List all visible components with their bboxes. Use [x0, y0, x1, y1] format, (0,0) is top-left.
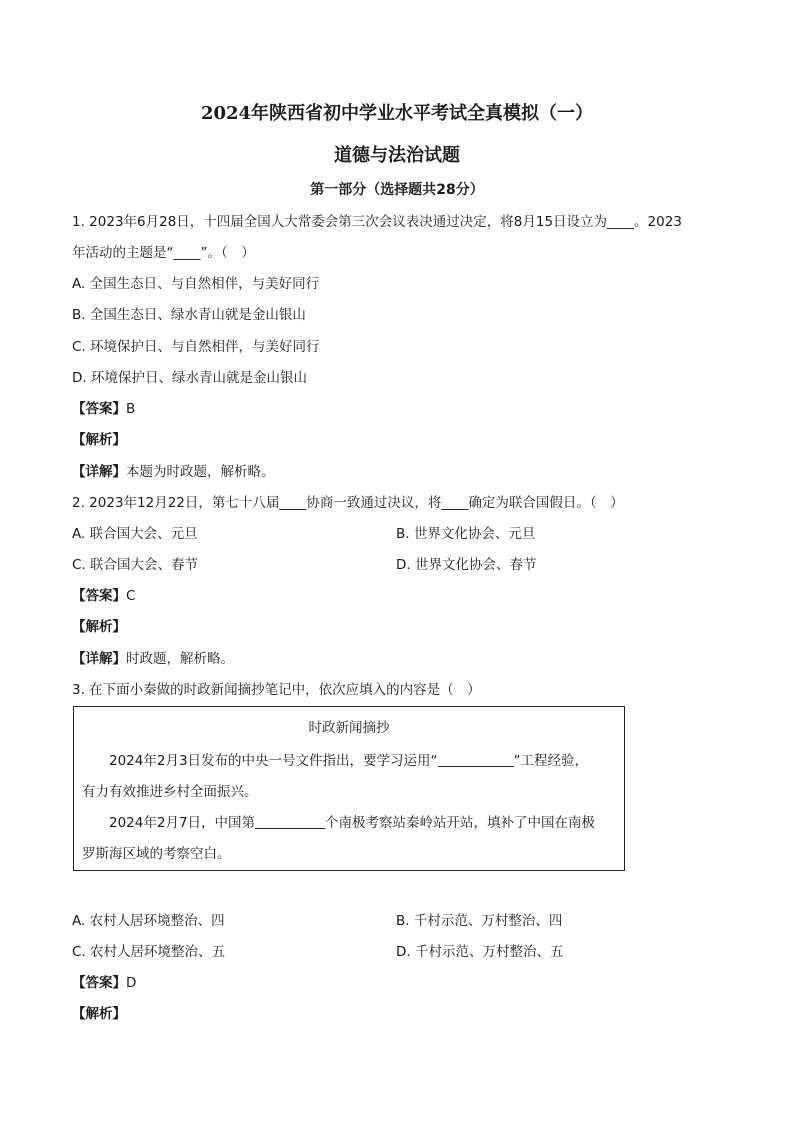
news-excerpt-title: 时政新闻摘抄: [308, 720, 390, 736]
q3-option-d: D. 千村示范、万村整治、五: [396, 944, 564, 960]
q1-answer: [72, 398, 135, 420]
detail-label: 【详解】: [72, 651, 126, 667]
q1-option-d: D. 环境保护日、绿水青山就是金山银山: [72, 370, 307, 386]
q3-stem: 3. 在下面小秦做的时政新闻摘抄笔记中，依次应填入的内容是（ ）: [72, 682, 481, 698]
analysis-label: 【解析】: [72, 619, 126, 635]
detail-text: 本题为时政题，解析略。: [126, 464, 275, 480]
answer-label: 【答案】: [72, 588, 126, 604]
q3-option-a: A. 农村人居环境整治、四: [72, 913, 225, 929]
exam-title: 2024年陕西省初中学业水平考试全真模拟（一）: [200, 103, 594, 124]
news-paragraph-1-line2: 有力有效推进乡村全面振兴。: [82, 784, 258, 800]
q2-analysis: [72, 616, 126, 638]
q2-option-c: C. 联合国大会、春节: [72, 557, 199, 573]
q3-option-b: B. 千村示范、万村整治、四: [396, 913, 563, 929]
q2-option-d: D. 世界文化协会、春节: [396, 557, 537, 573]
q2-option-a: A. 联合国大会、元旦: [72, 526, 198, 542]
fill-blank-1: [438, 752, 514, 767]
q1-option-b: B. 全国生态日、绿水青山就是金山银山: [72, 307, 306, 323]
answer-value: D: [126, 975, 137, 991]
detail-text: 时政题，解析略。: [126, 651, 234, 667]
q3-option-c: C. 农村人居环境整治、五: [72, 944, 226, 960]
answer-label: 【答案】: [72, 401, 126, 417]
section-heading: 第一部分（选择题共28分）: [310, 182, 484, 198]
q3-analysis: [72, 1003, 126, 1025]
news-excerpt-box: [73, 706, 625, 871]
q2-option-b: B. 世界文化协会、元旦: [396, 526, 536, 542]
q1-detail: [72, 461, 275, 483]
q1-stem-line2: 年活动的主题是“____”。（ ）: [72, 245, 255, 261]
answer-value: B: [126, 401, 136, 417]
q2-answer: [72, 585, 135, 607]
exam-subtitle: 道德与法治试题: [334, 145, 460, 166]
analysis-label: 【解析】: [72, 1006, 126, 1022]
q1-analysis: [72, 429, 126, 451]
q1-stem-line1: 1. 2023年6月28日，十四届全国人大常委会第三次会议表决通过决定，将8月15日设立为____。2023: [72, 214, 682, 230]
q2-stem: 2. 2023年12月22日，第七十八届____协商一致通过决议，将____确定为联合国假日。（ ）: [72, 495, 624, 511]
analysis-label: 【解析】: [72, 432, 126, 448]
news-paragraph-2-line2: 罗斯海区域的考察空白。: [82, 846, 231, 862]
news-paragraph-1-line1: 2024年2月3日发布的中央一号文件指出，要学习运用“ ”工程经验，: [109, 753, 589, 769]
q2-detail: [72, 648, 234, 670]
answer-value: C: [126, 588, 136, 604]
answer-label: 【答案】: [72, 975, 126, 991]
fill-blank-2: [255, 814, 325, 829]
detail-label: 【详解】: [72, 464, 126, 480]
q1-option-a: A. 全国生态日、与自然相伴，与美好同行: [72, 276, 320, 292]
q3-answer: [72, 972, 136, 994]
news-paragraph-2-line1: 2024年2月7日，中国第 个南极考察站秦岭站开站，填补了中国在南极: [109, 815, 596, 831]
q1-option-c: C. 环境保护日、与自然相伴，与美好同行: [72, 339, 320, 355]
